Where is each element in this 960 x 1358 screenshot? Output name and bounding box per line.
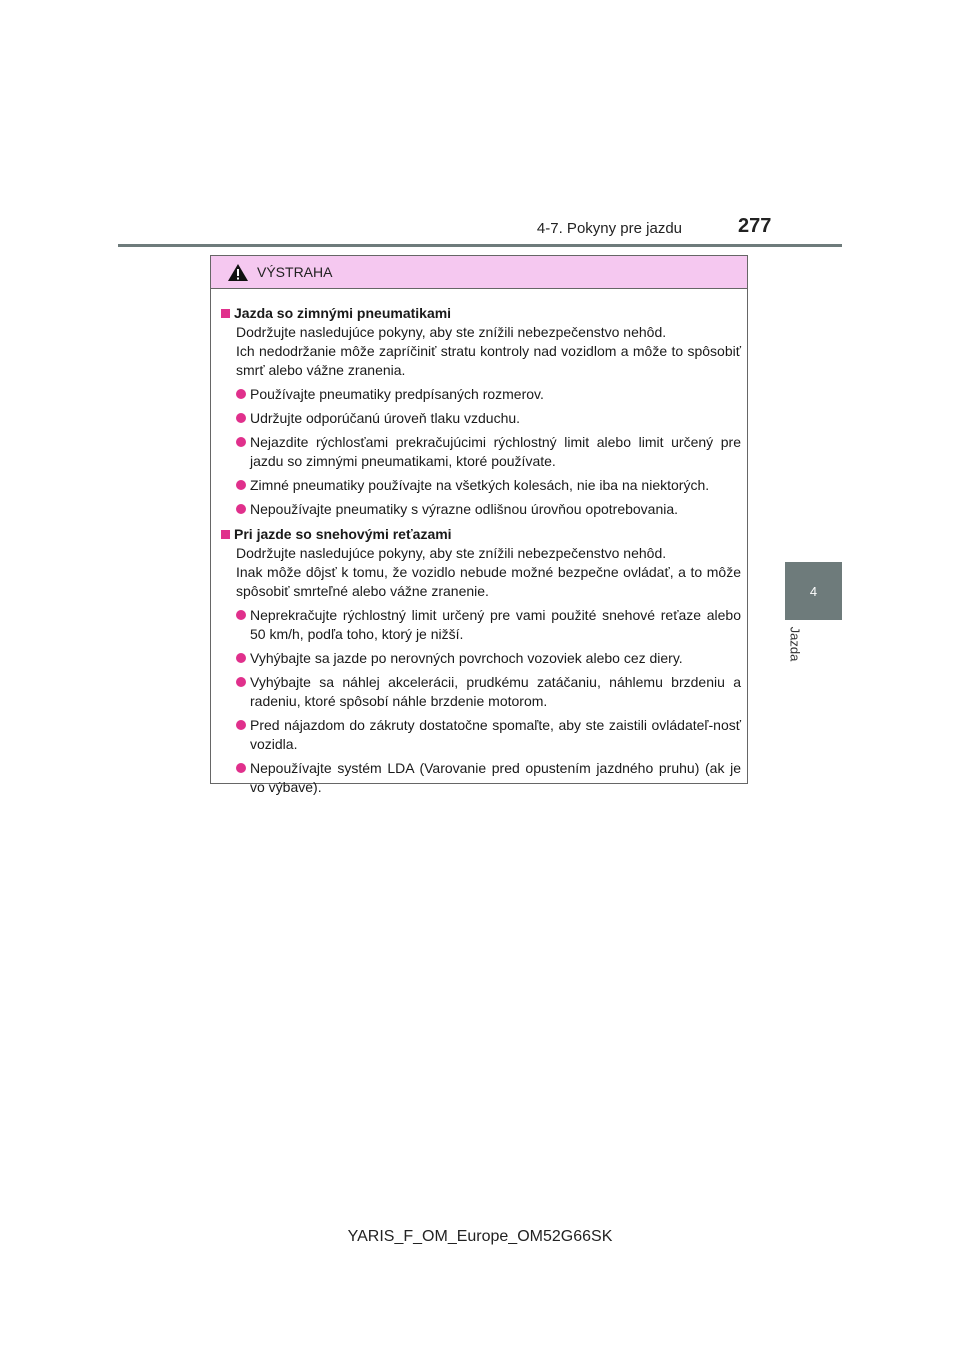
dot-bullet-icon bbox=[236, 437, 246, 447]
paragraph: Inak môže dôjsť k tomu, že vozidlo nebude možné bezpečne ovládať, a to môže spôsobiť smrteľné alebo vážne zranenie. bbox=[236, 564, 741, 599]
dot-bullet-icon bbox=[236, 610, 246, 620]
list-item: Používajte pneumatiky predpísaných rozmerov. bbox=[219, 385, 741, 404]
document-code: YARIS_F_OM_Europe_OM52G66SK bbox=[347, 1228, 613, 1245]
list-item: Zimné pneumatiky používajte na všetkých kolesách, nie iba na niektorých. bbox=[219, 476, 741, 495]
paragraph: Ich nedodržanie môže zapríčiniť stratu kontroly nad vozidlom a môže to spôsobiť smrť alebo vážne zranenia. bbox=[236, 343, 741, 378]
chapter-tab[interactable] bbox=[785, 562, 842, 620]
dot-bullet-icon bbox=[236, 677, 246, 687]
header-divider bbox=[118, 244, 842, 247]
list-item: Pred nájazdom do zákruty dostatočne spomaľte, aby ste zaistili ovládateľ-nosť vozidla. bbox=[219, 716, 741, 754]
section-title: 4-7. Pokyny pre jazdu bbox=[536, 220, 682, 237]
warning-triangle-icon bbox=[227, 263, 249, 282]
dot-bullet-icon bbox=[236, 504, 246, 514]
list-item: Nepoužívajte systém LDA (Varovanie pred opustením jazdného pruhu) (ak je vo výbave). bbox=[219, 759, 741, 797]
dot-bullet-icon bbox=[236, 720, 246, 730]
warning-header bbox=[211, 256, 747, 289]
page-number: 277 bbox=[738, 215, 772, 237]
paragraph: Dodržujte nasledujúce pokyny, aby ste znížili nebezpečenstvo nehôd. bbox=[236, 545, 667, 561]
warning-title: VÝSTRAHA bbox=[257, 264, 333, 280]
list-item: Neprekračujte rýchlostný limit určený pre vami použité snehové reťaze alebo 50 km/h, podľa toho, ktorý je nižší. bbox=[219, 606, 741, 644]
dot-bullet-icon bbox=[236, 480, 246, 490]
list-item: Vyhýbajte sa náhlej akcelerácii, prudkému zatáčaniu, náhlemu brzdeniu a radeniu, ktoré spôsobí náhle brzdenie motorom. bbox=[219, 673, 741, 711]
paragraph: Dodržujte nasledujúce pokyny, aby ste znížili nebezpečenstvo nehôd. bbox=[236, 324, 667, 340]
chapter-number: 4 bbox=[809, 583, 818, 599]
section-heading: Pri jazde so snehovými reťazami bbox=[219, 525, 741, 544]
dot-bullet-icon bbox=[236, 653, 246, 663]
warning-box bbox=[210, 255, 748, 795]
dot-bullet-icon bbox=[236, 413, 246, 423]
dot-bullet-icon bbox=[236, 763, 246, 773]
section-heading: Jazda so zimnými pneumatikami bbox=[219, 304, 741, 323]
dot-bullet-icon bbox=[236, 389, 246, 399]
list-item: Vyhýbajte sa jazde po nerovných povrchoch vozoviek alebo cez diery. bbox=[219, 649, 741, 668]
warning-body bbox=[211, 289, 747, 797]
square-bullet-icon bbox=[221, 530, 230, 539]
chapter-label: Jazda bbox=[787, 626, 803, 662]
square-bullet-icon bbox=[221, 309, 230, 318]
list-item: Udržujte odporúčanú úroveň tlaku vzduchu. bbox=[219, 409, 741, 428]
list-item: Nejazdite rýchlosťami prekračujúcimi rýchlostný limit alebo limit určený pre jazdu so zimnými pneumatikami, ktoré používate. bbox=[219, 433, 741, 471]
list-item: Nepoužívajte pneumatiky s výrazne odlišnou úrovňou opotrebovania. bbox=[219, 500, 741, 519]
